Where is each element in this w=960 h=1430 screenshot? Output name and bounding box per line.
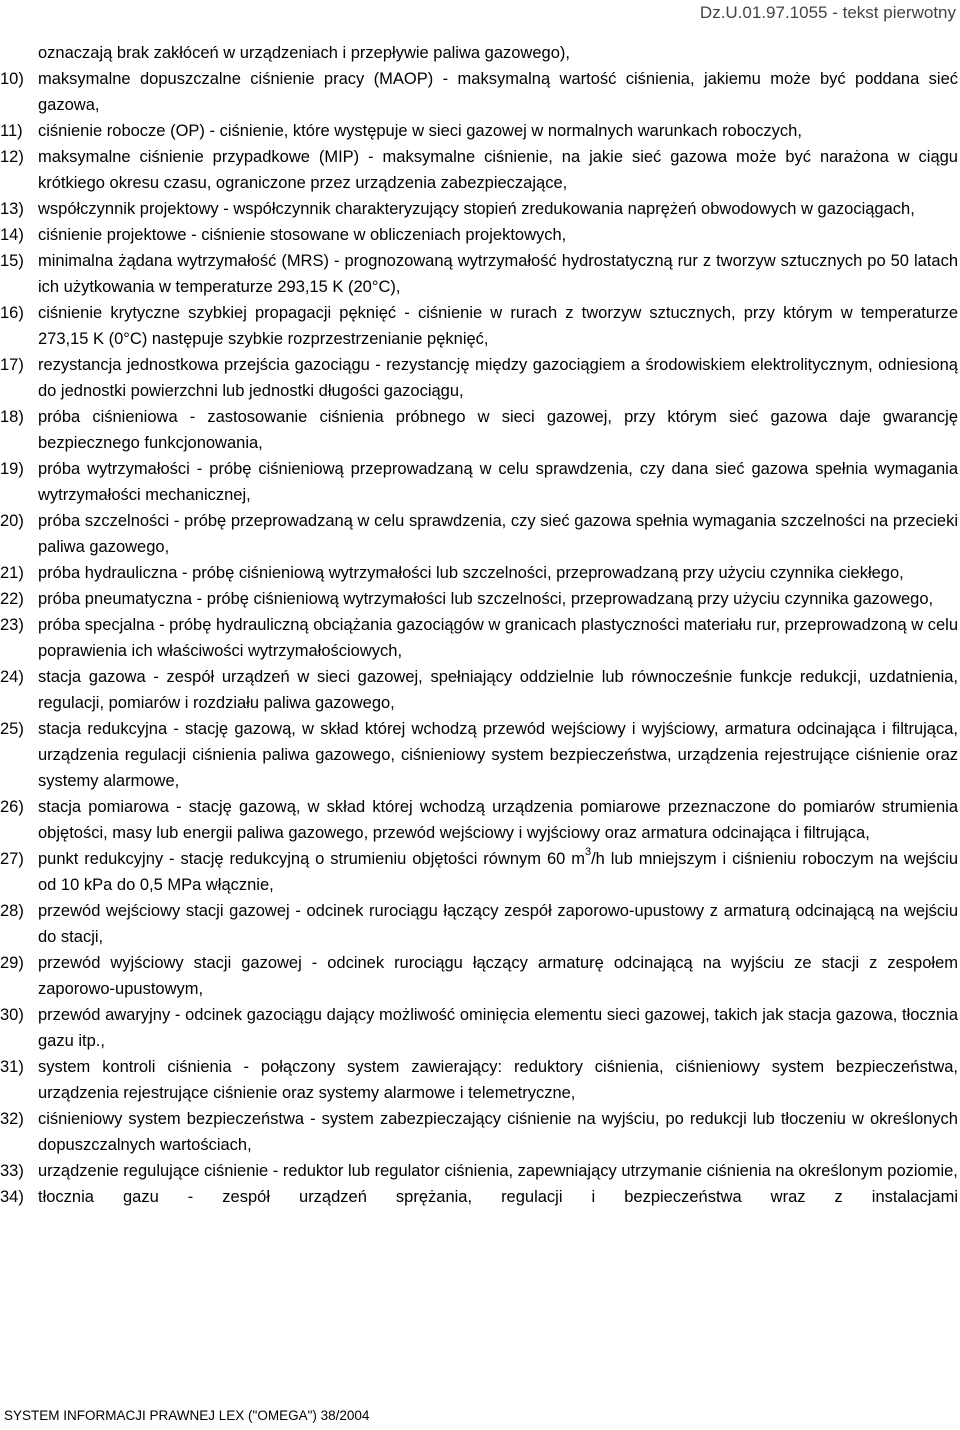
definition-item-33	[0, 1158, 958, 1184]
item-number: 27)	[0, 850, 24, 868]
definition-item-21	[0, 560, 958, 586]
item-text: stacja gazowa - zespół urządzeń w sieci gazowej, spełniający oddzielnie lub równocześnie funkcje redukcji, uzdatnienia, regulacji, pomiarów i rozdziału paliwa gazowego,	[38, 668, 958, 712]
definition-item-16	[0, 300, 958, 352]
item-text: przewód wejściowy stacji gazowej - odcinek rurociągu łączący zespół zaporowo-upustowy z armaturą odcinającą na wejściu do stacji,	[38, 902, 958, 946]
definition-item-29	[0, 950, 958, 1002]
item-text: tłocznia gazu - zespół urządzeń sprężania, regulacji i bezpieczeństwa wraz z instalacjami	[38, 1188, 958, 1206]
item-number: 14)	[0, 226, 24, 244]
item-text: próba specjalna - próbę hydrauliczną obciążania gazociągów w granicach plastyczności materiału rur, przeprowadzoną w celu poprawienia ich właściwości wytrzymałościowych,	[38, 616, 958, 660]
definition-item-17	[0, 352, 958, 404]
item-text-part: punkt redukcyjny - stację redukcyjną o strumieniu objętości równym 60 m	[38, 850, 585, 868]
item-number: 15)	[0, 252, 24, 270]
source-footer: SYSTEM INFORMACJI PRAWNEJ LEX ("OMEGA") 38/2004	[4, 1408, 370, 1423]
lead-in-text: oznaczają brak zakłóceń w urządzeniach i przepływie paliwa gazowego),	[38, 44, 570, 62]
item-number: 32)	[0, 1110, 24, 1128]
definition-item-26	[0, 794, 958, 846]
item-text	[38, 846, 958, 898]
definition-item-14	[0, 222, 958, 248]
item-number: 20)	[0, 512, 24, 530]
definition-item-15	[0, 248, 958, 300]
definition-item-18	[0, 404, 958, 456]
item-text: system kontroli ciśnienia - połączony system zawierający: reduktory ciśnienia, ciśnieniowy system bezpieczeństwa, urządzenia rejestrujące ciśnienie oraz systemy alarmowe i telemetryczne,	[38, 1058, 958, 1102]
item-number: 18)	[0, 408, 24, 426]
item-number: 28)	[0, 902, 24, 920]
definition-item-20	[0, 508, 958, 560]
item-text: minimalna żądana wytrzymałość (MRS) - prognozowaną wytrzymałość hydrostatyczną rur z tworzyw sztucznych po 50 latach ich użytkowania w temperaturze 293,15 K (20°C),	[38, 252, 958, 296]
item-number: 22)	[0, 590, 24, 608]
item-number: 25)	[0, 720, 24, 738]
item-text: ciśnienie krytyczne szybkiej propagacji pęknięć - ciśnienie w rurach z tworzyw sztucznych, przy którym w temperaturze 273,15 K (0°C) następuje szybkie rozprzestrzenianie pęknięć,	[38, 304, 958, 348]
item-number: 17)	[0, 356, 24, 374]
item-number: 21)	[0, 564, 24, 582]
item-number: 19)	[0, 460, 24, 478]
definition-item-34	[0, 1184, 958, 1210]
item-number: 12)	[0, 148, 24, 166]
definition-item-23	[0, 612, 958, 664]
item-text: próba szczelności - próbę przeprowadzaną w celu sprawdzenia, czy sieć gazowa spełnia wymagania szczelności na przecieki paliwa gazowego,	[38, 512, 958, 556]
definition-item-25	[0, 716, 958, 794]
item-text: próba wytrzymałości - próbę ciśnieniową przeprowadzaną w celu sprawdzenia, czy dana sieć gazowa spełnia wymagania wytrzymałości mechanicznej,	[38, 460, 958, 504]
item-text: ciśnienie projektowe - ciśnienie stosowane w obliczeniach projektowych,	[38, 226, 567, 244]
definition-item-31	[0, 1054, 958, 1106]
definition-item-24	[0, 664, 958, 716]
definition-item-28	[0, 898, 958, 950]
item-number: 33)	[0, 1162, 24, 1180]
item-text: ciśnienie robocze (OP) - ciśnienie, które występuje w sieci gazowej w normalnych warunkach roboczych,	[38, 122, 802, 140]
definition-item-30	[0, 1002, 958, 1054]
item-number: 11)	[0, 122, 23, 140]
definition-item-12	[0, 144, 958, 196]
item-number: 23)	[0, 616, 24, 634]
item-text-part: /h lub mniejszym i ciśnieniu roboczym na wejściu od 10 kPa do 0,5 MPa włącznie,	[38, 850, 958, 894]
superscript-exponent: 3	[584, 846, 592, 858]
item-number: 16)	[0, 304, 24, 322]
item-number: 24)	[0, 668, 24, 686]
item-text: próba hydrauliczna - próbę ciśnieniową wytrzymałości lub szczelności, przeprowadzaną przy użyciu czynnika ciekłego,	[38, 564, 904, 582]
item-text: maksymalne dopuszczalne ciśnienie pracy (MAOP) - maksymalną wartość ciśnienia, jakiemu może być poddana sieć gazowa,	[38, 70, 958, 114]
document-id-header: Dz.U.01.97.1055 - tekst pierwotny	[699, 3, 956, 22]
item-text: rezystancja jednostkowa przejścia gazociągu - rezystancję między gazociągiem a środowiskiem elektrolitycznym, odniesioną do jednostki powierzchni lub jednostki długości gazociągu,	[38, 356, 958, 400]
item-text: maksymalne ciśnienie przypadkowe (MIP) - maksymalne ciśnienie, na jakie sieć gazowa może być narażona w ciągu krótkiego okresu czasu, ograniczone przez urządzenia zabezpieczające,	[38, 148, 958, 192]
definition-item-10	[0, 66, 958, 118]
item-text: przewód wyjściowy stacji gazowej - odcinek rurociągu łączący armaturę odcinającą na wyjściu ze stacji z zespołem zaporowo-upustowym,	[38, 954, 958, 998]
item-number: 10)	[0, 70, 24, 88]
definition-item-19	[0, 456, 958, 508]
item-text: współczynnik projektowy - współczynnik charakteryzujący stopień zredukowania naprężeń obwodowych w gazociągach,	[38, 200, 915, 218]
item-text: próba ciśnieniowa - zastosowanie ciśnienia próbnego w sieci gazowej, przy którym sieć gazowa daje gwarancję bezpiecznego funkcjonowania,	[38, 408, 958, 452]
definition-item-11	[0, 118, 958, 144]
definition-item-22	[0, 586, 958, 612]
item-text: ciśnieniowy system bezpieczeństwa - system zabezpieczający ciśnienie na wyjściu, po redukcji lub tłoczeniu w określonych dopuszczalnych wartościach,	[38, 1110, 958, 1154]
item-text: przewód awaryjny - odcinek gazociągu dający możliwość ominięcia elementu sieci gazowej, takich jak stacja gazowa, tłocznia gazu itp.,	[38, 1006, 958, 1050]
item-number: 34)	[0, 1188, 24, 1206]
definition-item-32	[0, 1106, 958, 1158]
definition-item-13	[0, 196, 958, 222]
item-text: urządzenie regulujące ciśnienie - reduktor lub regulator ciśnienia, zapewniający utrzymanie ciśnienia na określonym poziomie,	[38, 1162, 958, 1180]
item-number: 31)	[0, 1058, 24, 1076]
item-number: 29)	[0, 954, 24, 972]
item-text: stacja redukcyjna - stację gazową, w skład której wchodzą przewód wejściowy i wyjściowy, armatura odcinająca i filtrująca, urządzenia regulacji ciśnienia paliwa gazowego, ciśnieniowy system bezpieczeństwa, urządzenia rejestrujące ciśnienie oraz systemy alarmowe,	[38, 720, 958, 790]
definition-item-27	[0, 846, 958, 898]
document-body	[0, 40, 958, 1210]
item-number: 30)	[0, 1006, 24, 1024]
item-number: 13)	[0, 200, 24, 218]
item-number: 26)	[0, 798, 24, 816]
item-text: próba pneumatyczna - próbę ciśnieniową wytrzymałości lub szczelności, przeprowadzaną przy użyciu czynnika gazowego,	[38, 590, 934, 608]
item-text: stacja pomiarowa - stację gazową, w skład której wchodzą urządzenia pomiarowe przeznaczone do pomiarów strumienia objętości, masy lub energii paliwa gazowego, przewód wejściowy i wyjściowy oraz armatura odcinająca i filtrująca,	[38, 798, 958, 842]
